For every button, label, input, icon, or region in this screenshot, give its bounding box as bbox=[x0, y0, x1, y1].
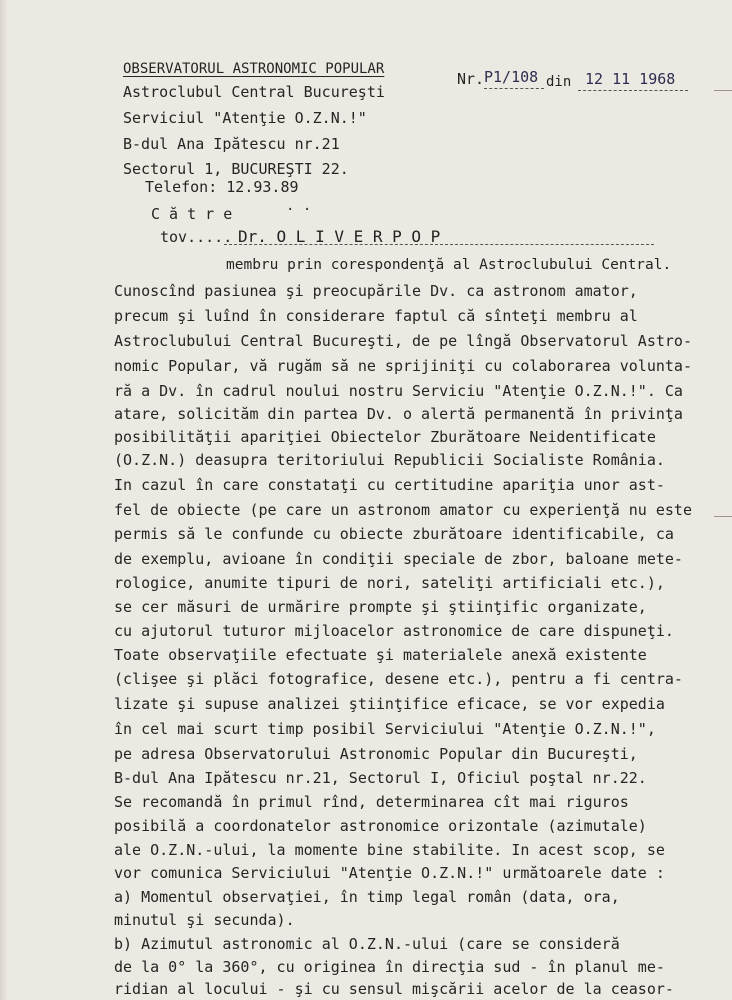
recipient-dotted-line bbox=[224, 244, 654, 245]
body-line: Se recomandă în primul rînd, determinarea cît mai riguros bbox=[114, 793, 629, 811]
body-line: b) Azimutul astronomic al O.Z.N.-ului (care se consideră bbox=[114, 935, 620, 953]
body-line: de exemplu, avioane în condiţii speciale de zbor, baloane mete- bbox=[114, 550, 683, 568]
body-line: B-dul Ana Ipătescu nr.21, Sectorul I, Oficiul poştal nr.22. bbox=[114, 769, 647, 787]
date-label: din bbox=[546, 74, 572, 90]
recipient-name: Dr. O L I V E R P O P bbox=[238, 227, 441, 246]
body-line: ridian al locului - şi cu sensul mişcării acelor de la ceasor- bbox=[114, 980, 674, 998]
body-line: In cazul în care constataţi cu certitudine apariţia unor ast- bbox=[114, 476, 665, 494]
page-edge-shadow bbox=[0, 0, 8, 1000]
body-line: în cel mai scurt timp posibil Serviciului "Atenţie O.Z.N.!", bbox=[114, 720, 656, 738]
body-line: lizate şi supuse analizei ştiinţifice eficace, se vor expedia bbox=[114, 695, 665, 713]
body-line: Toate observaţiile efectuate şi materialele anexă existente bbox=[114, 646, 647, 664]
body-line: minutul şi secunda). bbox=[114, 911, 295, 929]
ink-dots: · · bbox=[286, 202, 312, 218]
body-line: vor comunica Serviciului "Atenţie O.Z.N.!" următoarele date : bbox=[114, 864, 665, 882]
club-name: Astroclubul Central Bucureşti bbox=[123, 83, 385, 101]
date-dotted-line bbox=[578, 90, 688, 91]
body-line: ră a Dv. în cadrul noului nostru Serviciu "Atenţie O.Z.N.!". Ca bbox=[114, 382, 683, 400]
body-line: a) Momentul observaţiei, în timp legal român (data, ora, bbox=[114, 888, 620, 906]
reference-number: P1/108 bbox=[484, 68, 539, 86]
body-line: cu ajutorul tuturor mijloacelor astronomice de care dispuneţi. bbox=[114, 622, 674, 640]
phone-number: Telefon: 12.93.89 bbox=[145, 178, 299, 196]
body-line: de la 0° la 360°, cu originea în direcţia sud - în planul me- bbox=[114, 958, 665, 976]
institution-name: OBSERVATORUL ASTRONOMIC POPULAR bbox=[123, 61, 385, 77]
body-line: Cunoscînd pasiunea şi preocupările Dv. ca astronom amator, bbox=[114, 282, 638, 300]
service-name: Serviciul "Atenţie O.Z.N.!" bbox=[123, 109, 367, 127]
to-label: C ă t r e bbox=[151, 205, 233, 223]
body-line: fel de obiecte (pe care un astronom amator cu experienţă nu este bbox=[114, 501, 692, 519]
street-address: B-dul Ana Ipătescu nr.21 bbox=[123, 135, 340, 153]
body-line: atare, solicităm din partea Dv. o alertă permanentă în privinţa bbox=[114, 405, 683, 423]
sector-city: Sectorul 1, BUCUREŞTI 22. bbox=[123, 160, 349, 178]
letter-date: 12 11 1968 bbox=[585, 70, 676, 88]
body-line: rologice, anumite tipuri de nori, sateliţi artificiali etc.), bbox=[114, 574, 665, 592]
body-line: Astroclubului Central Bucureşti, de pe lîngă Observatorul Astro- bbox=[114, 332, 692, 350]
body-line: ale O.Z.N.-ului, la momente bine stabilite. In acest scop, se bbox=[114, 841, 665, 859]
body-line: pe adresa Observatorului Astronomic Popular din Bucureşti, bbox=[114, 745, 638, 763]
body-line: permis să le confunde cu obiecte zburătoare identificabile, ca bbox=[114, 525, 674, 543]
comrade-prefix: tov..... bbox=[160, 228, 233, 246]
body-line: precum şi luînd în considerare faptul că sînteţi membru al bbox=[114, 307, 638, 325]
body-line: posibilităţii apariţiei Obiectelor Zburătoare Neidentificate bbox=[114, 428, 656, 446]
body-line: (O.Z.N.) deasupra teritoriului Republicii Socialiste România. bbox=[114, 451, 665, 469]
reference-label: Nr. bbox=[457, 70, 485, 88]
membership-line: membru prin corespondenţă al Astroclubului Central. bbox=[226, 257, 672, 273]
body-line: nomic Popular, vă rugăm să ne sprijiniţi cu colaborarea volunta- bbox=[114, 357, 692, 375]
reference-dotted-line bbox=[484, 88, 544, 89]
fold-mark bbox=[714, 516, 732, 517]
body-line: se cer măsuri de urmărire prompte şi ştiinţific organizate, bbox=[114, 598, 647, 616]
body-line: posibilă a coordonatelor astronomice orizontale (azimutale) bbox=[114, 817, 647, 835]
fold-mark bbox=[714, 90, 732, 91]
body-line: (clişee şi plăci fotografice, desene etc.), pentru a fi centra- bbox=[114, 670, 683, 688]
